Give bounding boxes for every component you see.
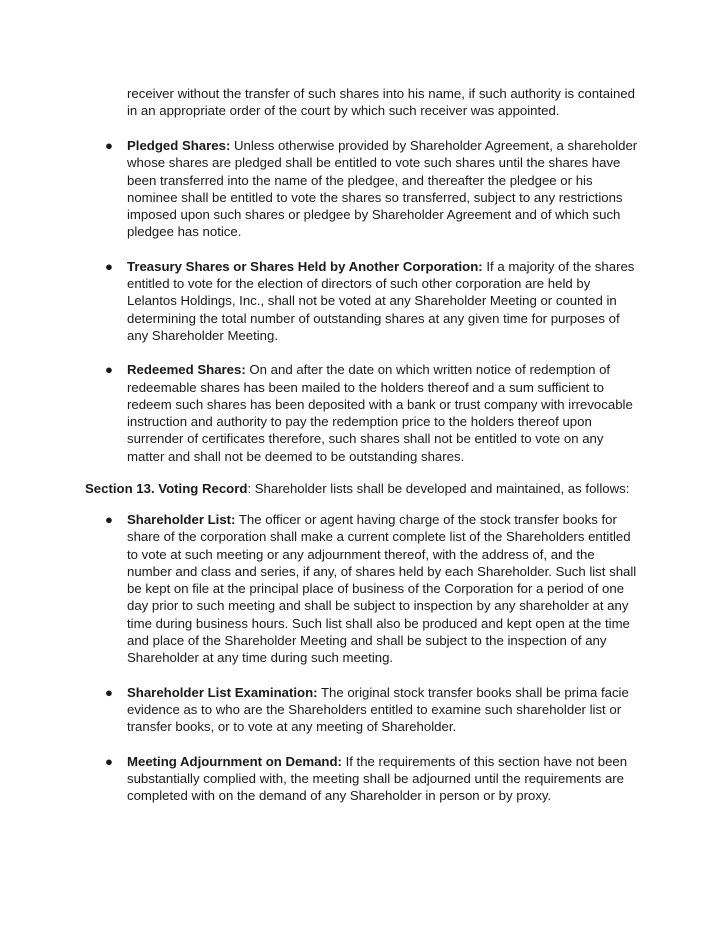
- bullet-icon: ●: [105, 258, 113, 274]
- text-shareholder-list-examination: The original stock transfer books shall be prima facie evidence as to who are the Shareholders entitled to examine such shareholder list or transfer books, or to vote at any meeting of Shareholder.: [127, 684, 629, 735]
- section-13-paragraph: [85, 480, 645, 497]
- text-treasury-shares: If a majority of the shares entitled to vote for the election of directors of such other corporation are held by Lelantos Holdings, Inc., shall not be voted at any Shareholder Meeting or counted in determining the total number of outstanding shares at any given time for purposes of any Shareholder Meeting.: [127, 258, 635, 343]
- list-item-shareholder-list-examination: [0, 684, 642, 736]
- term-treasury-shares: Treasury Shares or Shares Held by Another Corporation:: [127, 258, 483, 274]
- text-meeting-adjournment: If the requirements of this section have not been substantially complied with, the meeting shall be adjourned until the requirements are completed with on the demand of any Shareholder in person or by proxy.: [127, 753, 628, 804]
- list-item-meeting-adjournment: [0, 753, 642, 805]
- bullet-icon: ●: [105, 512, 113, 527]
- bullet-icon: ●: [105, 138, 113, 153]
- section-13-heading: Section 13. Voting Record: [85, 481, 248, 496]
- bullet-icon: ●: [105, 362, 113, 378]
- list-item-shareholder-list: [0, 511, 642, 667]
- voting-shares-list: [0, 137, 720, 482]
- list-item-treasury-shares: [0, 258, 642, 344]
- term-shareholder-list-examination: Shareholder List Examination:: [127, 684, 318, 700]
- bullet-icon: ●: [105, 684, 113, 700]
- term-pledged-shares: Pledged Shares:: [127, 138, 231, 153]
- term-meeting-adjournment: Meeting Adjournment on Demand:: [127, 753, 342, 769]
- term-redeemed-shares: Redeemed Shares:: [127, 362, 246, 378]
- continuation-paragraph: receiver without the transfer of such shares into his name, if such authority is contained in an appropriate order of the court by which such receiver was appointed.: [127, 86, 635, 119]
- text-shareholder-list: The officer or agent having charge of the stock transfer books for share of the corporation shall make a current complete list of the Shareholders entitled to vote at such meeting or any adjournment thereof, with the address of, and the number and class and series, if any, of shares held by each Shareholder. Such list shall be kept on file at the principal place of business of the Corporation for a period of one day prior to such meeting and shall be subject to inspection by any shareholder at any time during business hours. Such list shall also be produced and kept open at the time and place of the Shareholder Meeting and shall be subject to the inspection of any Shareholder at any time during such meeting.: [127, 512, 637, 666]
- term-shareholder-list: Shareholder List:: [127, 512, 236, 527]
- text-redeemed-shares: On and after the date on which written notice of redemption of redeemable shares has been mailed to the holders thereof and a sum sufficient to redeem such shares has been deposited with a bank or trust company with irrevocable instruction and authority to pay the redemption price to the holders thereof upon surrender of certificates therefore, such shares shall not be entitled to vote on any matter and shall not be deemed to be outstanding shares.: [127, 362, 633, 464]
- bullet-icon: ●: [105, 753, 113, 769]
- section-13-text: : Shareholder lists shall be developed and maintained, as follows:: [247, 481, 630, 496]
- list-item-pledged-shares: [0, 137, 642, 241]
- list-item-redeemed-shares: [0, 361, 642, 465]
- voting-record-list: [0, 511, 720, 821]
- text-pledged-shares: Unless otherwise provided by Shareholder Agreement, a shareholder whose shares are pledged shall be entitled to vote such shares until the shares have been transferred into the name of the pledgee, and thereafter the pledgee or his nominee shall be entitled to vote the shares so transferred, subject to any restrictions imposed upon such shares or pledgee by Shareholder Agreement and of which such pledgee has notice.: [127, 138, 638, 240]
